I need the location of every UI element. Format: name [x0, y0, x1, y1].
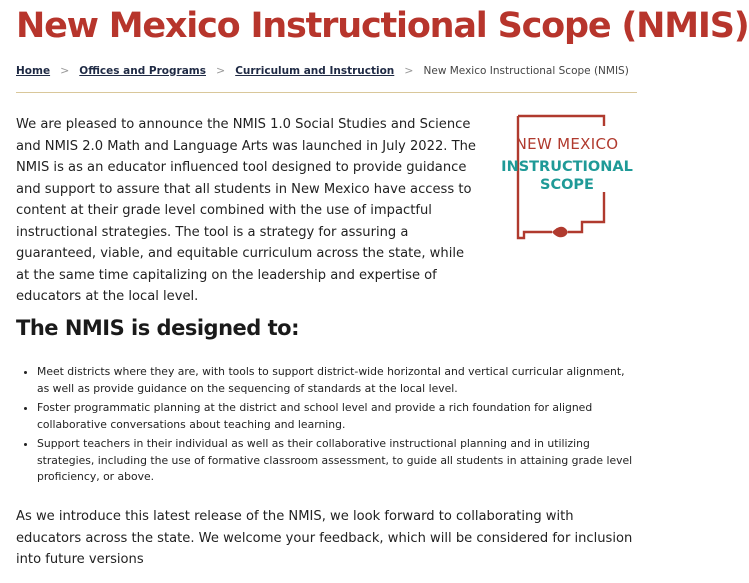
page-title: New Mexico Instructional Scope (NMIS) [16, 6, 749, 46]
breadcrumb-link-curriculum-and-instruction[interactable]: Curriculum and Instruction [235, 64, 395, 77]
closing-paragraph: As we introduce this latest release of the NMIS, we look forward to collaborating with educators across the state. We welcome your feedback, which will be considered for inclusion into future versions [16, 509, 633, 567]
divider [16, 92, 637, 93]
list-item: • Support teachers in their individual as well as their collaborative instructional planning and in utilizing strategies, including the use of formative classroom assessment, to guide all students in attaining grade level proficiency, or above. [37, 436, 638, 486]
intro-paragraph: We are pleased to announce the NMIS 1.0 Social Studies and Science and NMIS 2.0 Math and Language Arts was launched in July 2022. The NMIS is as an educator influenced tool designed to provide guidance and support to assure that all students in New Mexico have access to content at their grade level combined with the use of impactful instructional strategies. The tool is a strategy for assuring a guaranteed, viable, and equitable curriculum across the state, while at the same time capitalizing on the leadership and expertise of educators at the local level. [16, 117, 476, 304]
nmis-logo-image [496, 112, 638, 244]
breadcrumb-link-home[interactable]: Home [16, 64, 51, 77]
state-outline-top [518, 116, 604, 126]
section-heading: The NMIS is designed to: [16, 316, 299, 340]
page-curl-icon [552, 227, 568, 238]
breadcrumb-separator-icon: > [215, 64, 226, 77]
nmis-logo [496, 112, 638, 244]
feature-list [16, 364, 638, 489]
breadcrumb-separator-icon: > [60, 64, 70, 77]
list-item: • Meet districts where they are, with tools to support district-wide horizontal and vertical curricular alignment, as well as provide guidance on the sequencing of standards at the local level. [37, 364, 638, 397]
breadcrumb [16, 64, 629, 77]
breadcrumb-current: New Mexico Instructional Scope (NMIS) [423, 64, 629, 77]
state-outline-right [568, 192, 604, 232]
breadcrumb-link-offices-and-programs[interactable]: Offices and Programs [79, 64, 206, 77]
logo-text-line2: INSTRUCTIONAL [501, 159, 633, 175]
list-item: • Foster programmatic planning at the district and school level and provide a rich foundation for aligned collaborative conversations about teaching and learning. [37, 400, 638, 433]
breadcrumb-separator-icon: > [404, 64, 414, 77]
logo-text-line1: NEW MEXICO [515, 135, 619, 153]
logo-text-line3: SCOPE [540, 177, 594, 193]
